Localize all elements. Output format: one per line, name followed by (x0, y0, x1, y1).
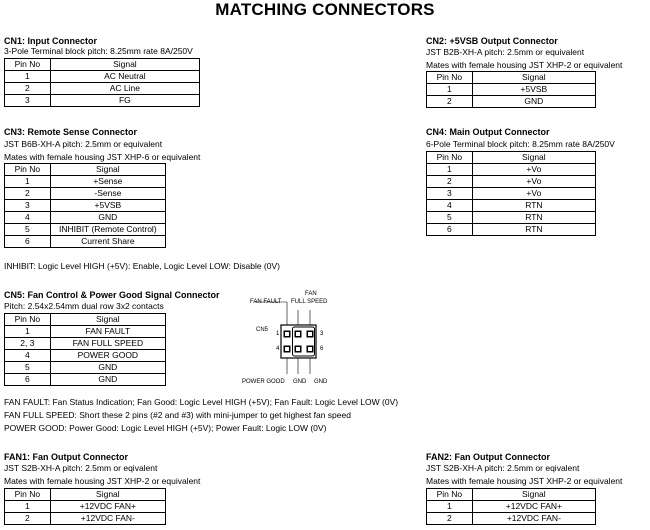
signal-cell: GND (472, 96, 595, 108)
table-row (427, 164, 596, 176)
cn2-table (426, 71, 596, 108)
diagram-label-power-good: POWER GOOD (242, 379, 285, 385)
signal-header: Signal (50, 314, 165, 326)
page-title: MATCHING CONNECTORS (215, 0, 435, 19)
pin-cell: 2, 3 (5, 338, 51, 350)
cn3-mates: Mates with female housing JST XHP-6 or equivalent (4, 152, 201, 162)
pin-header: Pin No (427, 152, 473, 164)
signal-header: Signal (50, 164, 165, 176)
table-header-row (427, 72, 596, 84)
cn2-desc: JST B2B-XH-A pitch: 2.5mm or equivalent (426, 47, 585, 57)
fan2-mates: Mates with female housing JST XHP-2 or equivalent (426, 476, 623, 486)
table-row (5, 236, 166, 248)
diagram-label-pin1: 1 (276, 331, 280, 337)
pin-cell: 3 (427, 188, 473, 200)
signal-cell: +12VDC FAN- (50, 513, 165, 525)
fan2-title: FAN2: Fan Output Connector (426, 452, 550, 462)
cn2-mates: Mates with female housing JST XHP-2 or equivalent (426, 60, 623, 70)
table-header-row (5, 489, 166, 501)
cn5-note-power-good: POWER GOOD: Power Good: Logic Level HIGH (+5V); Power Fault: Logic LOW (0V) (4, 423, 327, 433)
table-row (5, 71, 200, 83)
table-row (5, 188, 166, 200)
pin-cell: 2 (427, 176, 473, 188)
signal-cell: RTN (472, 212, 595, 224)
table-row (427, 212, 596, 224)
pin-cell: 1 (5, 176, 51, 188)
pin-cell: 5 (427, 212, 473, 224)
signal-cell: FAN FULL SPEED (50, 338, 165, 350)
pin-header: Pin No (5, 59, 51, 71)
pin-cell: 2 (427, 96, 473, 108)
signal-cell: GND (50, 362, 165, 374)
signal-cell: FG (50, 95, 199, 107)
cn5-pin-diagram (240, 288, 340, 388)
signal-cell: -Sense (50, 188, 165, 200)
table-row (427, 200, 596, 212)
pin-cell: 1 (427, 164, 473, 176)
signal-cell: +5VSB (472, 84, 595, 96)
table-header-row (5, 314, 166, 326)
pin-cell: 1 (5, 71, 51, 83)
signal-cell: +12VDC FAN+ (472, 501, 595, 513)
cn4-title: CN4: Main Output Connector (426, 127, 550, 137)
table-row (5, 83, 200, 95)
cn3-title: CN3: Remote Sense Connector (4, 127, 138, 137)
signal-cell: +12VDC FAN- (472, 513, 595, 525)
cn5-title: CN5: Fan Control & Power Good Signal Connector (4, 290, 220, 300)
diagram-label-fan-fault: FAN FAULT (250, 299, 282, 305)
signal-cell: Current Share (50, 236, 165, 248)
pin-cell: 5 (5, 224, 51, 236)
signal-cell: GND (50, 212, 165, 224)
cn1-table (4, 58, 200, 107)
pin-cell: 1 (5, 501, 51, 513)
pin-cell: 6 (5, 236, 51, 248)
signal-cell: +5VSB (50, 200, 165, 212)
pin-header: Pin No (5, 489, 51, 501)
fan2-table (426, 488, 596, 525)
pin-cell: 3 (5, 200, 51, 212)
signal-cell: +Vo (472, 164, 595, 176)
table-header-row (5, 164, 166, 176)
table-row (5, 362, 166, 374)
signal-cell: RTN (472, 224, 595, 236)
table-row (427, 176, 596, 188)
signal-header: Signal (50, 59, 199, 71)
fan1-mates: Mates with female housing JST XHP-2 or equivalent (4, 476, 201, 486)
pin-header: Pin No (427, 72, 473, 84)
pin-cell: 1 (5, 326, 51, 338)
table-row (427, 188, 596, 200)
cn1-desc: 3-Pole Terminal block pitch: 8.25mm rate 8A/250V (4, 46, 193, 56)
table-row (427, 501, 596, 513)
cn5-desc: Pitch: 2.54x2.54mm dual row 3x2 contacts (4, 301, 164, 311)
fan1-table (4, 488, 166, 525)
signal-cell: +Sense (50, 176, 165, 188)
diagram-label-pin6: 6 (320, 346, 324, 352)
table-row (427, 96, 596, 108)
pin-cell: 6 (5, 374, 51, 386)
signal-cell: +12VDC FAN+ (50, 501, 165, 513)
fan1-desc: JST S2B-XH-A pitch: 2.5mm or eqivalent (4, 463, 158, 473)
table-row (5, 212, 166, 224)
table-row (5, 374, 166, 386)
signal-cell: +Vo (472, 176, 595, 188)
table-header-row (427, 152, 596, 164)
table-row (5, 326, 166, 338)
diagram-label-pin3: 3 (320, 331, 324, 337)
pin-cell: 1 (427, 501, 473, 513)
cn3-desc: JST B6B-XH-A pitch: 2.5mm or equivalent (4, 139, 163, 149)
signal-header: Signal (472, 489, 595, 501)
pin-cell: 2 (5, 513, 51, 525)
pin-cell: 6 (427, 224, 473, 236)
table-row (5, 95, 200, 107)
pin-header: Pin No (5, 314, 51, 326)
pin-cell: 4 (427, 200, 473, 212)
pin-cell: 2 (427, 513, 473, 525)
diagram-label-fan: FAN (305, 291, 317, 297)
cn5-table (4, 313, 166, 386)
diagram-label-gnd-2: GND (314, 379, 328, 385)
signal-cell: RTN (472, 200, 595, 212)
pin-cell: 4 (5, 212, 51, 224)
cn5-note-fan-full-speed: FAN FULL SPEED: Short these 2 pins (#2 and #3) with mini-jumper to get highest fan speed (4, 410, 351, 420)
table-header-row (5, 59, 200, 71)
signal-cell: FAN FAULT (50, 326, 165, 338)
pin-cell: 3 (5, 95, 51, 107)
pin-cell: 4 (5, 350, 51, 362)
table-row (427, 84, 596, 96)
pin-cell: 1 (427, 84, 473, 96)
diagram-label-pin4: 4 (276, 346, 280, 352)
diagram-label-gnd-1: GND (293, 379, 307, 385)
table-row (5, 200, 166, 212)
signal-cell: AC Line (50, 83, 199, 95)
pin-cell: 5 (5, 362, 51, 374)
table-row (5, 350, 166, 362)
signal-header: Signal (50, 489, 165, 501)
cn4-desc: 6-Pole Terminal block pitch: 8.25mm rate 8A/250V (426, 139, 615, 149)
fan2-desc: JST S2B-XH-A pitch: 2.5mm or eqivalent (426, 463, 580, 473)
table-row (5, 501, 166, 513)
table-header-row (427, 489, 596, 501)
table-row (5, 224, 166, 236)
pin-header: Pin No (427, 489, 473, 501)
cn3-inhibit-note: INHIBIT: Logic Level HIGH (+5V): Enable, Logic Level LOW: Disable (0V) (4, 261, 280, 271)
pin-header: Pin No (5, 164, 51, 176)
signal-header: Signal (472, 152, 595, 164)
signal-cell: GND (50, 374, 165, 386)
cn2-title: CN2: +5VSB Output Connector (426, 36, 558, 46)
signal-cell: +Vo (472, 188, 595, 200)
table-row (5, 338, 166, 350)
pin-cell: 2 (5, 83, 51, 95)
diagram-label-cn5: CN5 (256, 327, 269, 333)
signal-cell: INHIBIT (Remote Control) (50, 224, 165, 236)
table-row (427, 224, 596, 236)
table-row (5, 176, 166, 188)
signal-cell: AC Neutral (50, 71, 199, 83)
cn1-title: CN1: Input Connector (4, 36, 97, 46)
table-row (5, 513, 166, 525)
cn5-note-fan-fault: FAN FAULT: Fan Status Indication; Fan Good: Logic Level HIGH (+5V); Fan Fault: Logic Level LOW (0V) (4, 397, 399, 407)
table-row (427, 513, 596, 525)
signal-header: Signal (472, 72, 595, 84)
diagram-label-full-speed: FULL SPEED (291, 299, 328, 305)
cn3-table (4, 163, 166, 248)
cn4-table (426, 151, 596, 236)
pin-cell: 2 (5, 188, 51, 200)
fan1-title: FAN1: Fan Output Connector (4, 452, 128, 462)
signal-cell: POWER GOOD (50, 350, 165, 362)
